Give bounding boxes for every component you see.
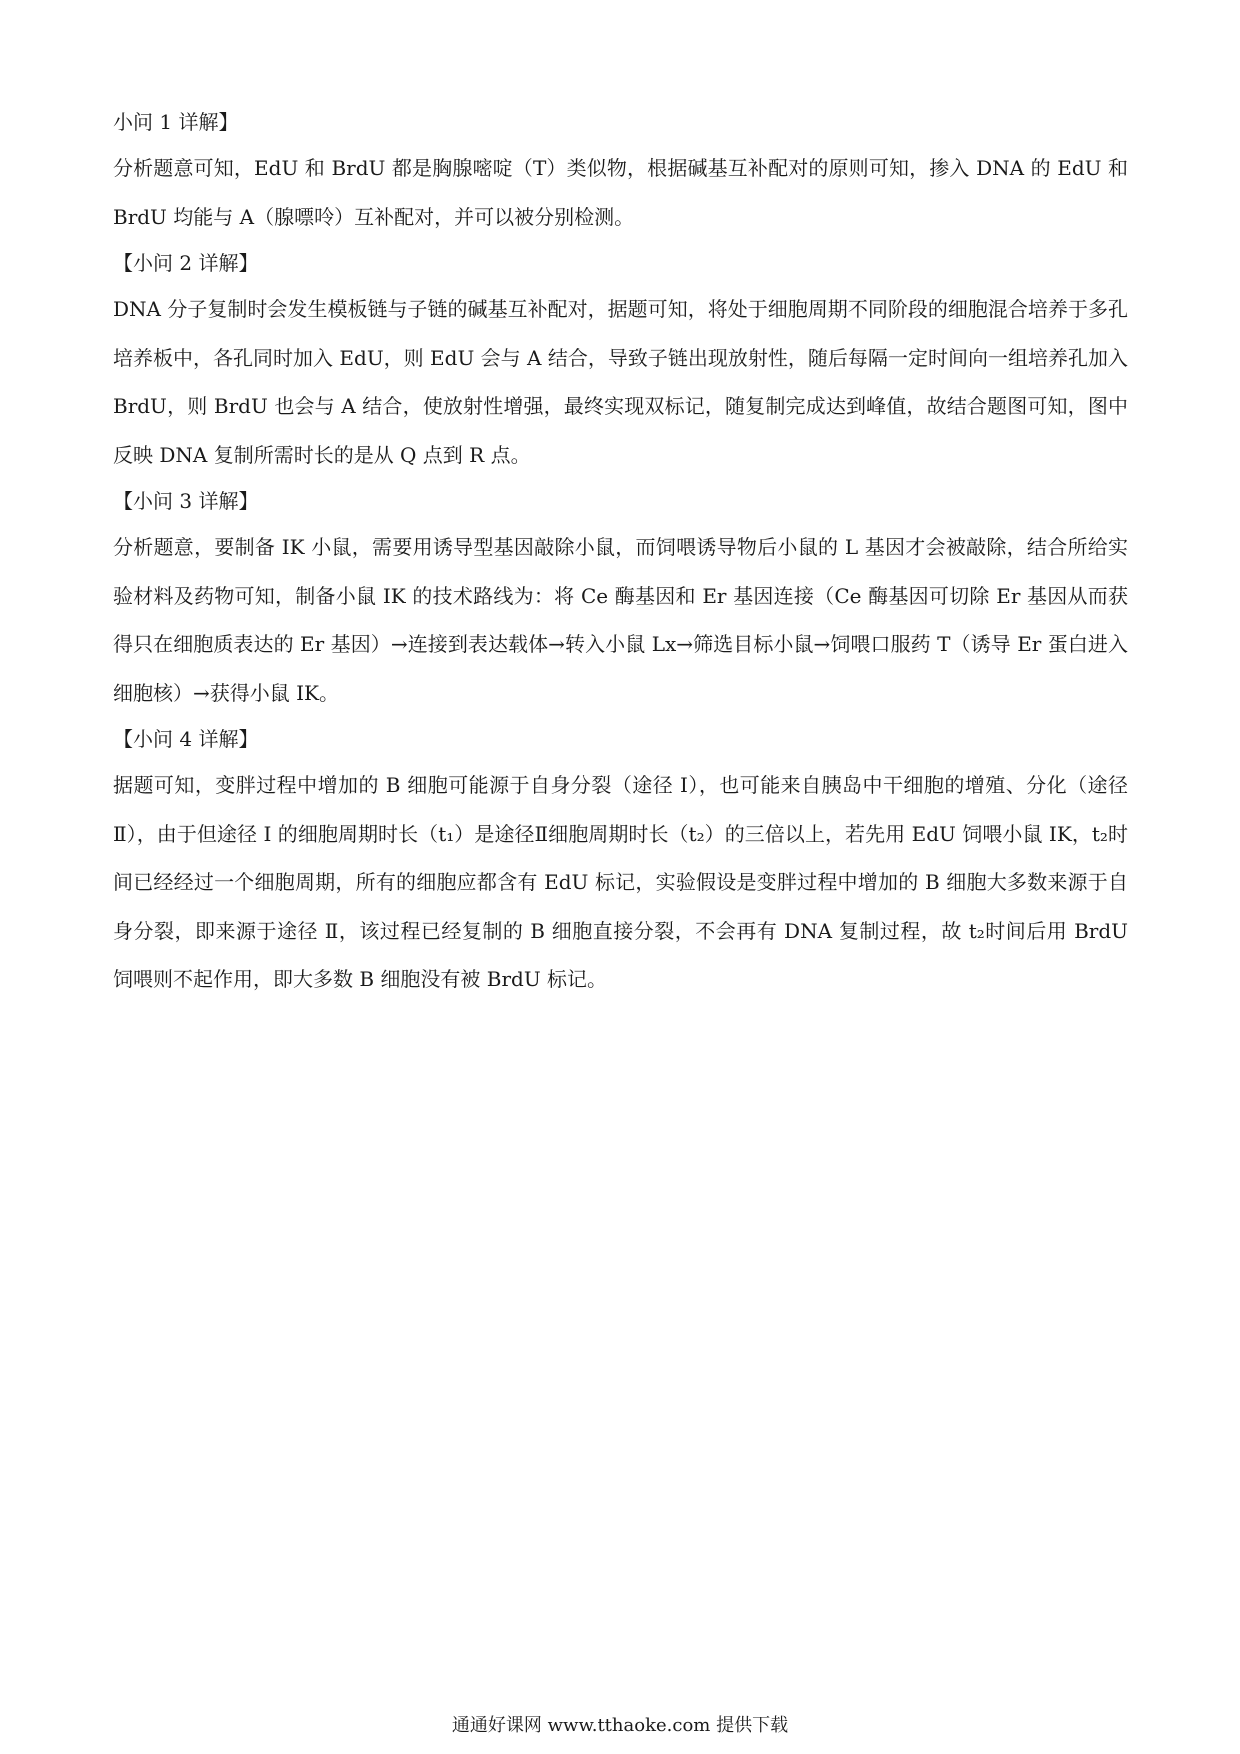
section-paragraph: 分析题意，要制备 IK 小鼠，需要用诱导型基因敲除小鼠，而饲喂诱导物后小鼠的 L 基因才会被敲除，结合所给实验材料及药物可知，制备小鼠 IK 的技术路线为：将 Ce 酶基因和 Er 基因连接（Ce 酶基因可切除 Er 基因从而获得只在细胞质表达的 Er 基因）→连接到表达载体→转入小鼠 Lx→筛选目标小鼠→饲喂口服药 T（诱导 Er 蛋白进入细胞核）→获得小鼠 IK。 xyxy=(113,535,1128,705)
section-q3 xyxy=(113,479,1128,717)
section-paragraph: DNA 分子复制时会发生模板链与子链的碱基互补配对，据题可知，将处于细胞周期不同阶段的细胞混合培养于多孔培养板中，各孔同时加入 EdU，则 EdU 会与 A 结合，导致子链出现放射性，随后每隔一定时间向一组培养孔加入 BrdU，则 BrdU 也会与 A 结合，使放射性增强，最终实现双标记，随复制完成达到峰值，故结合题图可知，图中反映 DNA 复制所需时长的是从 Q 点到 R 点。 xyxy=(113,297,1128,467)
section-heading: 【小问 4 详解】 xyxy=(113,727,259,751)
section-heading: 【小问 2 详解】 xyxy=(113,251,259,275)
section-q1 xyxy=(113,100,1128,241)
section-paragraph: 分析题意可知，EdU 和 BrdU 都是胸腺嘧啶（T）类似物，根据碱基互补配对的原则可知，掺入 DNA 的 EdU 和 BrdU 均能与 A（腺嘌呤）互补配对，并可以被分别检测。 xyxy=(113,156,1128,229)
page-footer: 通通好课网 www.tthaoke.com 提供下载 xyxy=(451,1715,789,1736)
section-q2 xyxy=(113,241,1128,479)
section-q4 xyxy=(113,717,1128,1004)
section-paragraph: 据题可知，变胖过程中增加的 B 细胞可能源于自身分裂（途径 I），也可能来自胰岛中干细胞的增殖、分化（途径Ⅱ），由于但途径 I 的细胞周期时长（t₁）是途径Ⅱ细胞周期时长（t₂）的三倍以上，若先用 EdU 饲喂小鼠 IK，t₂时间已经经过一个细胞周期，所有的细胞应都含有 EdU 标记，实验假设是变胖过程中增加的 B 细胞大多数来源于自身分裂，即来源于途径 Ⅱ，该过程已经复制的 B 细胞直接分裂，不会再有 DNA 复制过程，故 t₂时间后用 BrdU 饲喂则不起作用，即大多数 B 细胞没有被 BrdU 标记。 xyxy=(113,773,1128,991)
section-heading: 小问 1 详解】 xyxy=(113,110,239,134)
section-heading: 【小问 3 详解】 xyxy=(113,489,259,513)
answer-content xyxy=(113,100,1128,1004)
